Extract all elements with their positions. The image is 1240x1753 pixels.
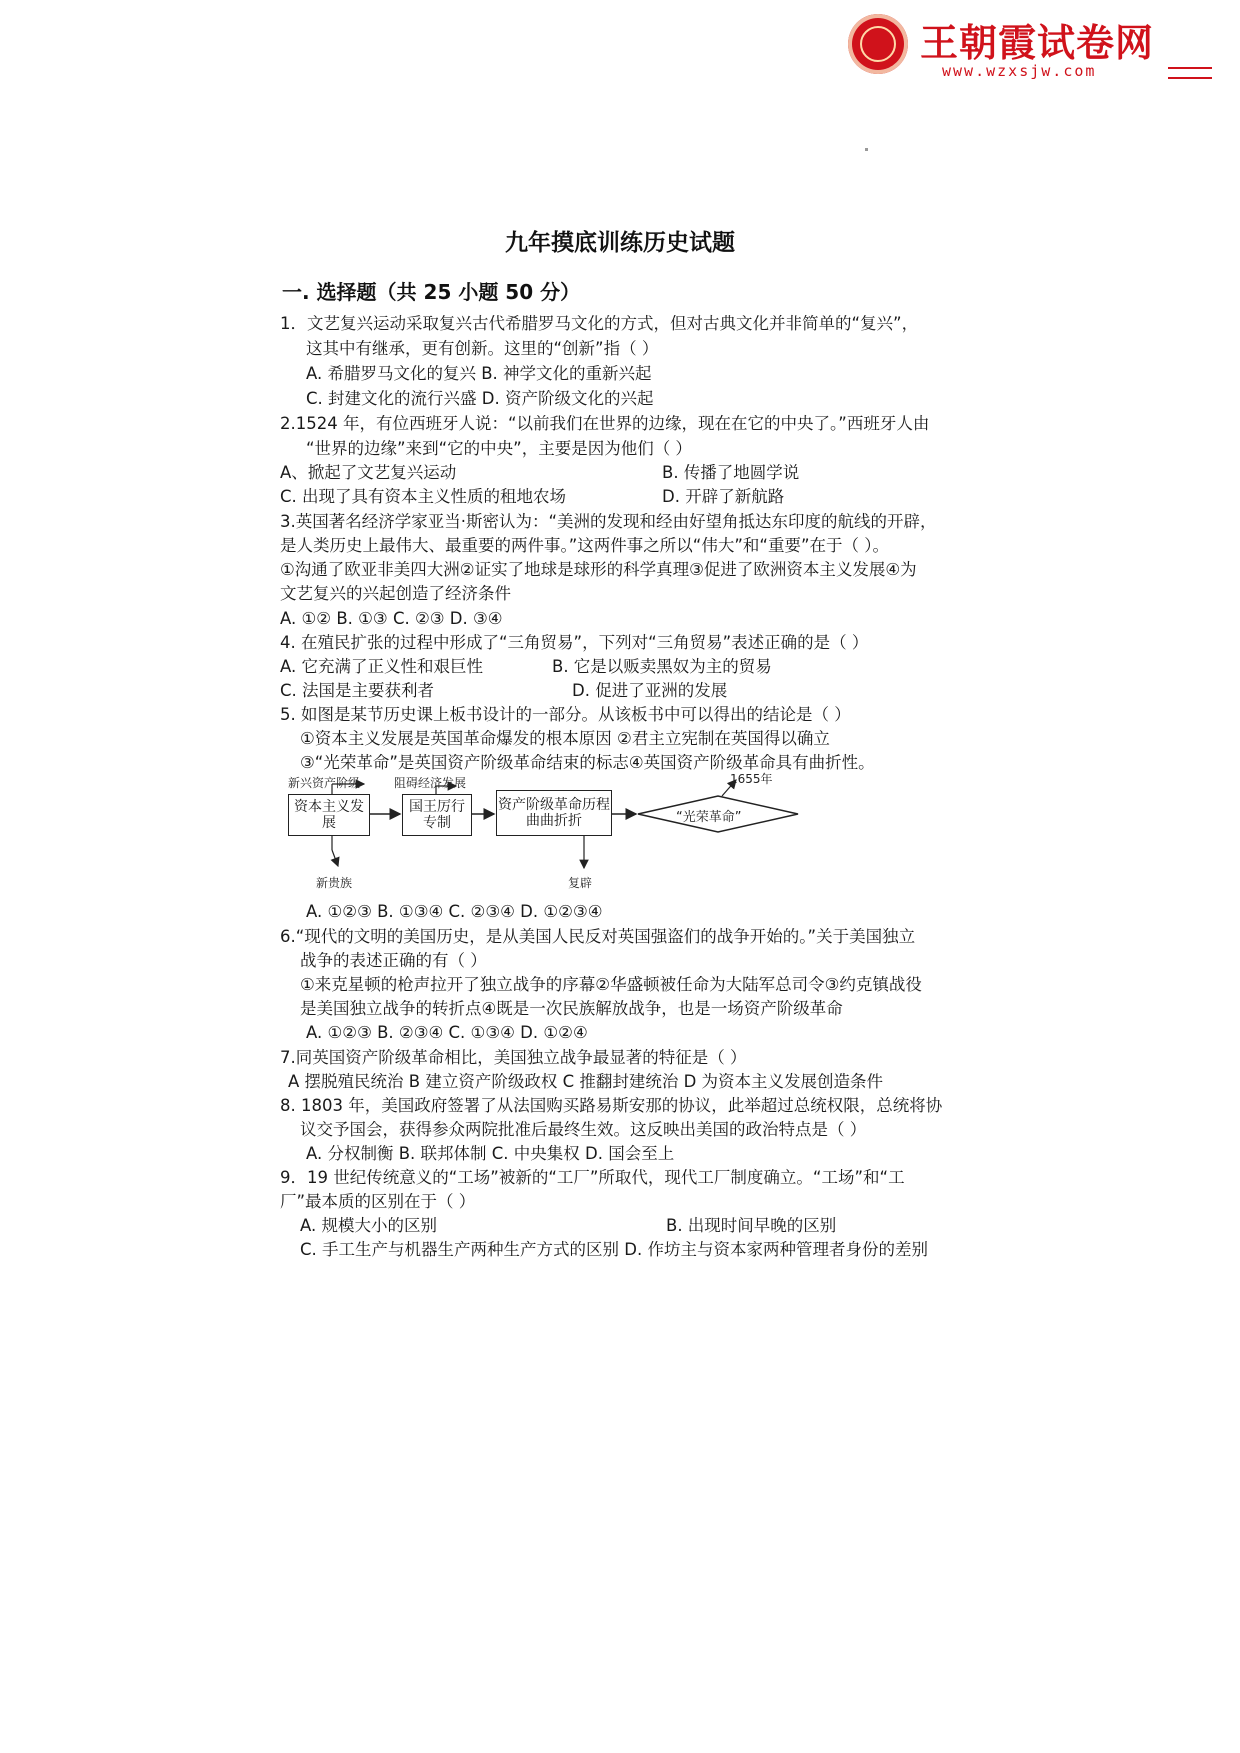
q8-line-2: 议交予国会，获得参众两院批准后最终生效。这反映出美国的政治特点是（ ） [300, 1120, 867, 1139]
q9-option-a: A. 规模大小的区别 [300, 1216, 437, 1235]
logo-url: www.wzxsjw.com [942, 62, 1097, 80]
q4-option-b: B. 它是以贩卖黑奴为主的贸易 [552, 657, 772, 676]
q1-options-ab: A. 希腊罗马文化的复兴 B. 神学文化的重新兴起 [306, 364, 652, 383]
q9-option-b: B. 出现时间早晚的区别 [666, 1216, 837, 1235]
q5-options: A. ①②③ B. ①③④ C. ②③④ D. ①②③④ [306, 902, 603, 921]
q2-line-1: 2.1524 年，有位西班牙人说：“以前我们在世界的边缘，现在在它的中央了。”西班牙人由 [280, 414, 930, 433]
box-revolution-process: 资产阶级革命历程曲曲折折 [496, 790, 612, 836]
q9-line-2: 厂”最本质的区别在于（ ） [280, 1192, 476, 1211]
q2-line-2: “世界的边缘”来到“它的中央”，主要是因为他们（ ） [306, 439, 692, 458]
label-restoration: 复辟 [568, 876, 593, 890]
q1-line-1: 1．文艺复兴运动采取复兴古代希腊罗马文化的方式，但对古典文化并非简单的“复兴”， [280, 314, 919, 333]
label-hinder-economy: 阻碍经济发展 [394, 776, 467, 790]
scan-speck [865, 148, 868, 151]
label-new-nobility: 新贵族 [316, 876, 353, 890]
box-king-autocracy: 国王厉行专制 [402, 794, 472, 836]
q4-option-a: A. 它充满了正义性和艰巨性 [280, 657, 483, 676]
q5-line-1: 5. 如图是某节历史课上板书设计的一部分。从该板书中可以得出的结论是（ ） [280, 705, 851, 724]
logo-title: 王朝霞试卷网 [920, 21, 1155, 65]
q3-options: A. ①② B. ①③ C. ②③ D. ③④ [280, 609, 503, 628]
q4-option-c: C. 法国是主要获利者 [280, 681, 435, 700]
diagram-arrows [286, 774, 1066, 900]
site-logo [848, 12, 1228, 78]
box-capitalism-development: 资本主义发展 [288, 794, 370, 836]
q4-option-d: D. 促进了亚洲的发展 [572, 681, 728, 700]
q3-line-1: 3.英国著名经济学家亚当·斯密认为：“美洲的发现和经由好望角抵达东印度的航线的开辟， [280, 512, 937, 531]
q6-options: A. ①②③ B. ②③④ C. ①③④ D. ①②④ [306, 1023, 588, 1042]
q6-line-4: 是美国独立战争的转折点④既是一次民族解放战争，也是一场资产阶级革命 [300, 999, 843, 1018]
q6-line-2: 战争的表述正确的有（ ） [300, 951, 487, 970]
q7-line-1: 7.同英国资产阶级革命相比，美国独立战争最显著的特征是（ ） [280, 1048, 747, 1067]
logo-decoration [1168, 67, 1212, 79]
q5-statement-2: ③“光荣革命”是英国资产阶级革命结束的标志④英国资产阶级革命具有曲折性。 [300, 753, 875, 772]
q2-option-c: C. 出现了具有资本主义性质的租地农场 [280, 487, 567, 506]
q6-line-1: 6.“现代的文明的美国历史，是从美国人民反对英国强盗们的战争开始的。”关于美国独立 [280, 927, 916, 946]
q3-line-3: ①沟通了欧亚非美四大洲②证实了地球是球形的科学真理③促进了欧洲资本主义发展④为 [280, 560, 917, 579]
label-year: 1655年 [730, 772, 773, 786]
q2-option-b: B. 传播了地圆学说 [662, 463, 800, 482]
blackboard-diagram [286, 774, 1066, 900]
q9-line-1: 9．19 世纪传统意义的“工场”被新的“工厂”所取代，现代工厂制度确立。“工场”和“工 [280, 1168, 905, 1187]
q9-options-cd: C. 手工生产与机器生产两种生产方式的区别 D. 作坊主与资本家两种管理者身份的差别 [300, 1240, 928, 1259]
q2-option-a: A、掀起了文艺复兴运动 [280, 463, 457, 482]
q6-line-3: ①来克星顿的枪声拉开了独立战争的序幕②华盛顿被任命为大陆军总司令③约克镇战役 [300, 975, 922, 994]
q4-line-1: 4. 在殖民扩张的过程中形成了“三角贸易”，下列对“三角贸易”表述正确的是（ ） [280, 633, 869, 652]
q5-statement-1: ①资本主义发展是英国革命爆发的根本原因 ②君主立宪制在英国得以确立 [300, 729, 830, 748]
page-title: 九年摸底训练历史试题 [505, 230, 735, 256]
seal-icon [848, 14, 908, 74]
q1-line-2: 这其中有继承，更有创新。这里的“创新”指（ ） [306, 339, 659, 358]
q3-line-4: 文艺复兴的兴起创造了经济条件 [280, 584, 511, 603]
q2-option-d: D. 开辟了新航路 [662, 487, 785, 506]
diamond-glorious-revolution: “光荣革命” [676, 810, 742, 825]
section-heading: 一. 选择题（共 25 小题 50 分） [282, 280, 581, 304]
q8-options: A. 分权制衡 B. 联邦体制 C. 中央集权 D. 国会至上 [306, 1144, 675, 1163]
label-new-bourgeoisie: 新兴资产阶级 [288, 776, 361, 790]
q3-line-2: 是人类历史上最伟大、最重要的两件事。”这两件事之所以“伟大”和“重要”在于（ ）。 [280, 536, 889, 555]
q7-options: A 摆脱殖民统治 B 建立资产阶级政权 C 推翻封建统治 D 为资本主义发展创造条件 [288, 1072, 884, 1091]
q1-options-cd: C. 封建文化的流行兴盛 D. 资产阶级文化的兴起 [306, 389, 654, 408]
q8-line-1: 8. 1803 年，美国政府签署了从法国购买路易斯安那的协议，此举超过总统权限，总统将协 [280, 1096, 943, 1115]
